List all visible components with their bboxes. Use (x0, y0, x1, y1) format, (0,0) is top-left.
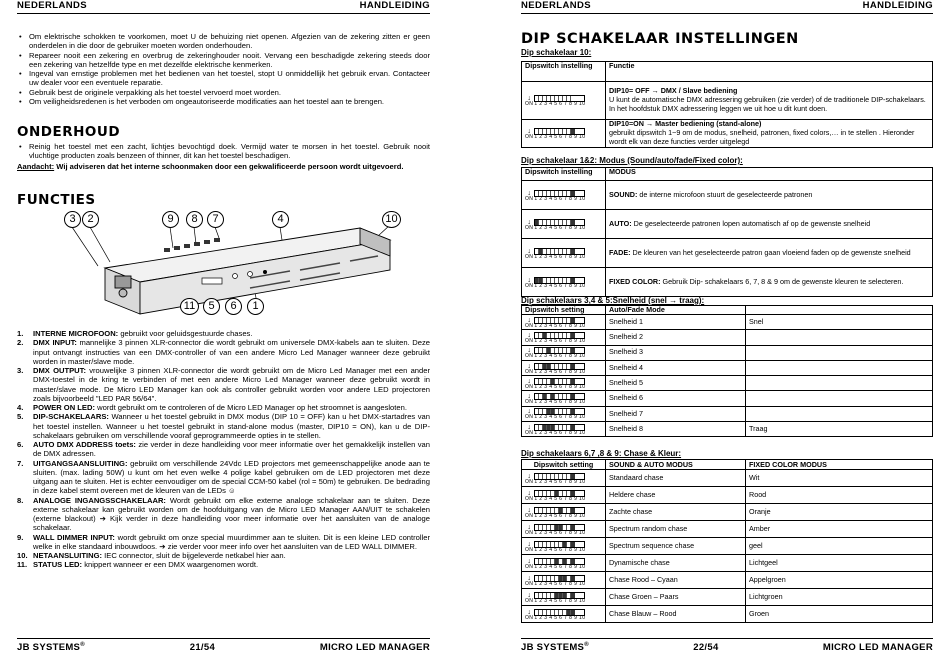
dip-switch-graphic (525, 332, 585, 344)
speed-note: Snel (746, 315, 933, 330)
table-row (522, 120, 933, 148)
table-row (522, 239, 933, 268)
dip-numbers: 1 2 3 4 5 6 7 8 9 10 (534, 282, 586, 289)
speed-table (521, 305, 933, 437)
dip-numbers: 1 2 3 4 5 6 7 8 9 10 (534, 224, 586, 231)
dip-switch-graphic (525, 363, 585, 375)
list-item: • Gebruik best de originele verpakking als het toestel vervoerd moet worden. (17, 88, 430, 97)
speed-cell: Snelheid 3 (606, 345, 746, 360)
speed-cell: Snelheid 8 (606, 422, 746, 437)
color-mode-cell: Appelgroen (746, 572, 933, 589)
arrow-down-icon: ↓ (527, 591, 531, 599)
arrow-down-icon: ↓ (527, 557, 531, 565)
dip-numbers: 1 2 3 4 5 6 7 8 9 10 (534, 337, 586, 344)
page-number: 21/54 (189, 642, 216, 653)
arrow-down-icon: ↓ (527, 393, 531, 401)
list-item: 5. DIP-SCHAKELAARS: Wanneer u het toestel gebruikt in DMX modus (DIP 10 = OFF) kan u het DMX-startadres van het toestel instellen. Wanneer u het toestel gebruikt in stand-alone modus (master, DIP10 = ON), kan u de DIP-schakelaars gebruiken om verschillende vooraf geprogrammeerde opties in te stellen. (17, 412, 430, 440)
footer-product: MICRO LED MANAGER (319, 642, 430, 653)
dip-numbers: 1 2 3 4 5 6 7 8 9 10 (534, 322, 586, 329)
arrow-down-icon: ↓ (527, 276, 531, 284)
speed-note (746, 391, 933, 406)
arrow-down-icon: ↓ (527, 574, 531, 582)
arrow-down-icon: ↓ (527, 540, 531, 548)
list-item: 8. ANALOGE INGANGSSCHAKELAAR: Wordt gebruikt om elke externe analoge schakelaar aan te sluiten. Deze externe schakelaar kan gebruikt worden om de hoofduitgang van de Micro LED Manager AAN/UIT te schakelen (externe blackout) ➔ Kijk verder in deze handleiding voor meer informatie over het aansluiten van de analoge schakelaar. (17, 495, 430, 533)
dip-switch (571, 364, 575, 369)
column-header: Dipswitch setting (522, 460, 606, 470)
mode-cell: SOUND: de interne microfoon stuurt de geselecteerde patronen (606, 181, 933, 210)
column-header: Dipswitch instelling (522, 62, 606, 82)
safety-list (17, 32, 430, 106)
dip-numbers: 1 2 3 4 5 6 7 8 9 10 (534, 546, 586, 553)
list-item: • Om veiligheidsredenen is het verboden om ongeautoriseerde modificaties aan het toestel aan te brengen. (17, 97, 430, 106)
dip-switch-graphic (525, 190, 585, 202)
table-row (522, 572, 933, 589)
dip-on-label: ON (525, 383, 534, 390)
list-item: 11. STATUS LED: knippert wanneer er een DMX waargenomen wordt. (17, 560, 259, 570)
table-row (522, 391, 933, 406)
table-row (522, 181, 933, 210)
dip-switch-cell (522, 572, 606, 589)
table-caption: Dip schakelaars 3,4 & 5:Snelheid (snel → traag): (521, 296, 705, 305)
callout-8: 8 (186, 211, 203, 228)
dip-on-label: ON (525, 546, 534, 553)
header-language: NEDERLANDS (521, 0, 591, 11)
dip-switch (571, 191, 575, 196)
arrow-down-icon: ↓ (527, 608, 531, 616)
dip-switch (571, 525, 575, 530)
dip-on-label: ON (525, 478, 534, 485)
footer-brand: JB SYSTEMS® (521, 642, 589, 654)
arrow-down-icon: ↓ (527, 408, 531, 416)
dip-numbers: 1 2 3 4 5 6 7 8 9 10 (534, 614, 586, 621)
sound-mode-cell: Heldere chase (606, 487, 746, 504)
dip-switch-graphic (525, 347, 585, 359)
dip-switch (571, 508, 575, 513)
list-item: 6. AUTO DMX ADDRESS toets: zie verder in deze handleiding voor meer informatie over het gemakkelijk instellen van de DMX adressen. (17, 440, 430, 459)
dip-numbers: 1 2 3 4 5 6 7 8 9 10 (534, 512, 586, 519)
function-cell: DIP10=ON → Master bediening (stand-alone) gebruikt dipswitch 1~9 om de modus, snelheid, patronen, fixed colors,… in te stellen . Hieronder wordt elk van deze functies verder uitgelegd (606, 120, 933, 148)
dip-switch-graphic (525, 541, 585, 553)
table-row (522, 589, 933, 606)
column-header: Auto/Fade Mode (606, 306, 746, 315)
dip-numbers: 1 2 3 4 5 6 7 8 9 10 (534, 253, 586, 260)
arrow-down-icon: ↓ (527, 489, 531, 497)
list-item: 9. WALL DIMMER INPUT: wordt gebruikt om onze special muurdimmer aan te sluiten. Dit is een kleine LED controller welke in elke standaard inbouwdoos. ➔ zie verder voor meer info over het aansluiten van de LED WALL DIMMER. (17, 532, 430, 551)
mode-table (521, 167, 933, 297)
column-header: FIXED COLOR MODUS (746, 460, 933, 470)
list-item: • Om elektrische schokken te voorkomen, moet U de behuizing niet openen. Afgezien van de zekering zitten er geen onderdelen in die door de gebruiker moeten worden onderhouden. (17, 32, 430, 51)
dip-numbers: 1 2 3 4 5 6 7 8 9 10 (534, 495, 586, 502)
dip-on-label: ON (525, 580, 534, 587)
left-page (17, 0, 430, 654)
arrow-down-icon: ↓ (527, 506, 531, 514)
dip10-table (521, 61, 933, 148)
dip-switch-cell (522, 268, 606, 297)
sound-mode-cell: Chase Blauw – Rood (606, 606, 746, 623)
arrow-down-icon: ↓ (527, 95, 531, 102)
note-label: Aandacht: (17, 162, 55, 171)
dip-numbers: 1 2 3 4 5 6 7 8 9 10 (534, 563, 586, 570)
dip-switch-cell (522, 330, 606, 345)
dip-on-label: ON (525, 134, 534, 140)
dip-on-label: ON (525, 399, 534, 406)
speed-cell: Snelheid 7 (606, 406, 746, 421)
dip-on-label: ON (525, 195, 534, 202)
dip-switch-graphic (525, 248, 585, 260)
table-caption: Dip schakelaar 1&2: Modus (Sound/auto/fade/Fixed color): (521, 156, 743, 165)
dip-numbers: 1 2 3 4 5 6 7 8 9 10 (534, 368, 586, 375)
sound-mode-cell: Chase Groen – Paars (606, 589, 746, 606)
color-mode-cell: Rood (746, 487, 933, 504)
dip-switch (571, 610, 575, 615)
table-row (522, 268, 933, 297)
dip-switch-cell (522, 538, 606, 555)
dip-switch-cell (522, 487, 606, 504)
maintenance-note (17, 162, 430, 171)
dip-switch-graphic (525, 219, 585, 231)
speed-note: Traag (746, 422, 933, 437)
dip-on-label: ON (525, 512, 534, 519)
mode-cell: FADE: De kleuren van het geselecteerde patron gaan vloeiend faden op de gewenste snelheid (606, 239, 933, 268)
dip-numbers: 1 2 3 4 5 6 7 8 9 10 (534, 134, 586, 140)
speed-note (746, 360, 933, 375)
column-header: Functie (606, 62, 933, 82)
sound-mode-cell: Zachte chase (606, 504, 746, 521)
table-row (522, 210, 933, 239)
dip-numbers: 1 2 3 4 5 6 7 8 9 10 (534, 580, 586, 587)
speed-note (746, 406, 933, 421)
list-item: • Reinig het toestel met een zacht, lichtjes bevochtigd doek. Vermijd water te morsen in het toestel. Gebruik nooit vluchtige producten zoals benzeen of thinner, dit kan het toestel beschadigen. (17, 142, 430, 161)
table-row (522, 487, 933, 504)
table-caption: Dip schakelaar 10: (521, 48, 592, 57)
page-header (17, 0, 430, 14)
table-row (522, 315, 933, 330)
dip-switch-graphic (525, 95, 585, 107)
header-section: HANDLEIDING (359, 0, 430, 11)
sound-mode-cell: Spectrum random chase (606, 521, 746, 538)
arrow-down-icon: ↓ (527, 377, 531, 385)
device-diagram (60, 208, 410, 324)
dip-switch (571, 491, 575, 496)
list-item: 1. INTERNE MICROFOON: gebruikt voor geluidsgestuurde chases. (17, 329, 253, 338)
dip-switch-graphic (525, 408, 585, 420)
list-item: 2. DMX INPUT: mannelijke 3 pinnen XLR-connector die wordt gebruikt om universele DMX-kabels aan te sluiten. Deze input ontvangt instructies van een DMX-controller of van een andere Micro Led Manager wanneer deze gebruikt worden in master/slave mode. (17, 338, 430, 366)
callout-1: 1 (247, 298, 264, 315)
dip-switch-cell (522, 470, 606, 487)
dip-on-label: ON (525, 414, 534, 421)
section-title-functies: FUNCTIES (17, 192, 96, 208)
table-row (522, 504, 933, 521)
callout-9: 9 (162, 211, 179, 228)
mode-cell: AUTO: De geselecteerde patronen lopen automatisch af op de gewenste snelheid (606, 210, 933, 239)
maintenance-list (17, 142, 430, 161)
header-section: HANDLEIDING (862, 0, 933, 11)
dip-numbers: 1 2 3 4 5 6 7 8 9 10 (534, 478, 586, 485)
arrow-down-icon: ↓ (527, 316, 531, 324)
speed-note (746, 376, 933, 391)
dip-switch-graphic (525, 558, 585, 570)
header-language: NEDERLANDS (17, 0, 87, 11)
dip-switch (571, 559, 575, 564)
functions-list (17, 329, 430, 570)
list-item: • Ingeval van ernstige problemen met het bedienen van het toestel, stopt U onmiddellijk het gebruik ervan. Contacteer uw dealer voor een eventuele reparatie. (17, 69, 430, 88)
color-mode-cell: Wit (746, 470, 933, 487)
dip-switch-cell (522, 406, 606, 421)
section-title-onderhoud: ONDERHOUD (17, 124, 121, 140)
dip-switch-graphic (525, 490, 585, 502)
dip-numbers: 1 2 3 4 5 6 7 8 9 10 (534, 383, 586, 390)
dip-switch-graphic (525, 575, 585, 587)
dip-switch-cell (522, 606, 606, 623)
footer-brand: JB SYSTEMS® (17, 642, 85, 654)
callout-2: 2 (82, 211, 99, 228)
table-row (522, 376, 933, 391)
callout-6: 6 (225, 298, 242, 315)
callout-4: 4 (272, 211, 289, 228)
dip-switch-cell (522, 239, 606, 268)
dip-numbers: 1 2 3 4 5 6 7 8 9 10 (534, 597, 586, 604)
color-mode-cell: Oranje (746, 504, 933, 521)
table-row (522, 345, 933, 360)
dip-switch-cell (522, 589, 606, 606)
dip-switch-graphic (525, 128, 585, 140)
list-item: • Repareer nooit een zekering en overbrug de zekeringhouder nooit. Vervang een beschadigde zekering steeds door een zekering van hetzelfde type en met dezelfde elektrische kenmerken. (17, 51, 430, 70)
arrow-down-icon: ↓ (527, 523, 531, 531)
dip-on-label: ON (525, 353, 534, 360)
dip-switch-graphic (525, 393, 585, 405)
dip-switch-graphic (525, 277, 585, 289)
dip-numbers: 1 2 3 4 5 6 7 8 9 10 (534, 414, 586, 421)
callout-5: 5 (203, 298, 220, 315)
dip-on-label: ON (525, 101, 534, 107)
dip-numbers: 1 2 3 4 5 6 7 8 9 10 (534, 429, 586, 436)
speed-cell: Snelheid 4 (606, 360, 746, 375)
right-page (521, 0, 933, 654)
column-header: Dipswitch instelling (522, 168, 606, 181)
list-item: 10. NETAANSLUITING: IEC connector, sluit de bijgeleverde netkabel hier aan. (17, 551, 286, 560)
dip-switch-cell (522, 82, 606, 120)
dip-switch-cell (522, 360, 606, 375)
speed-cell: Snelheid 1 (606, 315, 746, 330)
table-row (522, 606, 933, 623)
dip-switch-cell (522, 345, 606, 360)
dip-switch (571, 576, 575, 581)
chase-table (521, 459, 933, 623)
dip-switch (571, 220, 575, 225)
dip-switch (571, 425, 575, 430)
dip-on-label: ON (525, 614, 534, 621)
table-row (522, 555, 933, 572)
dip-switch (571, 474, 575, 479)
column-header: Dipswitch setting (522, 306, 606, 315)
dip-switch (571, 318, 575, 323)
dip-on-label: ON (525, 224, 534, 231)
dip-switch (571, 278, 575, 283)
dip-on-label: ON (525, 429, 534, 436)
dip-switch-graphic (525, 592, 585, 604)
dip-switch-cell (522, 181, 606, 210)
callout-7: 7 (207, 211, 224, 228)
page-footer (17, 638, 430, 654)
dip-switch-graphic (525, 524, 585, 536)
dip-switch-cell (522, 391, 606, 406)
sound-mode-cell: Spectrum sequence chase (606, 538, 746, 555)
list-item: 4. POWER ON LED: wordt gebruikt om te controleren of de Micro LED Manager op het stroomnet is aangesloten. (17, 403, 407, 412)
dip-switch-graphic (525, 507, 585, 519)
table-row (522, 422, 933, 437)
dip-on-label: ON (525, 282, 534, 289)
dip-numbers: 1 2 3 4 5 6 7 8 9 10 (534, 195, 586, 202)
dip-numbers: 1 2 3 4 5 6 7 8 9 10 (534, 353, 586, 360)
color-mode-cell: Amber (746, 521, 933, 538)
dip-switch-cell (522, 376, 606, 391)
arrow-down-icon: ↓ (527, 423, 531, 431)
dip-switch-cell (522, 521, 606, 538)
dip-switch-graphic (525, 473, 585, 485)
dip-switch-graphic (525, 424, 585, 436)
color-mode-cell: Lichtgroen (746, 589, 933, 606)
dip-on-label: ON (525, 253, 534, 260)
dip-switch-cell (522, 422, 606, 437)
speed-cell: Snelheid 2 (606, 330, 746, 345)
dip-numbers: 1 2 3 4 5 6 7 8 9 10 (534, 399, 586, 406)
sound-mode-cell: Dynamische chase (606, 555, 746, 572)
dip-on-label: ON (525, 368, 534, 375)
mode-cell: FIXED COLOR: Gebruik Dip- schakelaars 6, 7, 8 & 9 om de gewenste kleuren te selecteren. (606, 268, 933, 297)
arrow-down-icon: ↓ (527, 189, 531, 197)
dip-switch-graphic (525, 609, 585, 621)
arrow-down-icon: ↓ (527, 472, 531, 480)
list-item: 7. UITGANGSAANSLUITING: gebruikt om verschillende 24Vdc LED projectors met gemeenschappelijke anode aan te sluiten. (max. lading 50W) u kunt om het even welke 4 polige kabel gebruiken om de LED projectoren met deze uitgang aan te sluiten. Het is echter eenvoudiger om de special CCM-50 kabel (rol = 50m) te gebruiken. De bedrading in deze kabel stemt overeen met de kleuren van de LEDs ☺ (17, 458, 430, 496)
speed-cell: Snelheid 5 (606, 376, 746, 391)
page-header (521, 0, 933, 14)
table-caption: Dip schakelaars 6,7 ,8 & 9: Chase & Kleur: (521, 449, 682, 458)
page-footer (521, 638, 933, 654)
column-header: MODUS (606, 168, 933, 181)
dip-switch-cell (522, 210, 606, 239)
dip-on-label: ON (525, 529, 534, 536)
note-text: Wij adviseren dat het interne schoonmaken door een gekwalificeerde persoon wordt uitgevoerd. (54, 162, 404, 171)
arrow-down-icon: ↓ (527, 218, 531, 226)
speed-note (746, 330, 933, 345)
callout-10: 10 (382, 211, 401, 228)
arrow-down-icon: ↓ (527, 331, 531, 339)
color-mode-cell: Lichtgeel (746, 555, 933, 572)
arrow-down-icon: ↓ (527, 347, 531, 355)
dip-switch-cell (522, 555, 606, 572)
column-header: SOUND & AUTO MODUS (606, 460, 746, 470)
dip-switch-cell (522, 504, 606, 521)
callout-11: 11 (180, 298, 199, 315)
arrow-down-icon: ↓ (527, 128, 531, 135)
table-row (522, 406, 933, 421)
dip-switch-graphic (525, 317, 585, 329)
sound-mode-cell: Chase Rood – Cyaan (606, 572, 746, 589)
dip-on-label: ON (525, 563, 534, 570)
dip-switch (571, 593, 575, 598)
dip-switch (571, 249, 575, 254)
dip-switch-cell (522, 120, 606, 148)
function-cell: DIP10= OFF → DMX / Slave bediening U kunt de automatische DMX adressering gebruiken (zie verder) of de traditionele DIP-schakelaars. In het hoofdstuk DMX adressering leggen we uit hoe u dit kunt doen. (606, 82, 933, 120)
sound-mode-cell: Standaard chase (606, 470, 746, 487)
table-row (522, 82, 933, 120)
dip-numbers: 1 2 3 4 5 6 7 8 9 10 (534, 101, 586, 107)
table-row (522, 538, 933, 555)
list-item: 3. DMX OUTPUT: vrouwelijke 3 pinnen XLR-connector die wordt gebruikt om de Micro Led Manager met een ander DMX-toestel in de kring te verbinden of met een andere Micro Led Manager wanneer deze gebruikt wordt in master/slave mode. De Micro LED Manager kan ook als controller gebruikt worden voor andere LED projectoren zoals bijvoorbeeld "LED PAR 56/64". (17, 366, 430, 403)
callout-3: 3 (64, 211, 81, 228)
arrow-down-icon: ↓ (527, 362, 531, 370)
arrow-down-icon: ↓ (527, 247, 531, 255)
page-title: DIP SCHAKELAAR INSTELLINGEN (521, 31, 799, 47)
dip-numbers: 1 2 3 4 5 6 7 8 9 10 (534, 529, 586, 536)
color-mode-cell: Groen (746, 606, 933, 623)
speed-note (746, 345, 933, 360)
dip-on-label: ON (525, 337, 534, 344)
dip-on-label: ON (525, 597, 534, 604)
footer-product: MICRO LED MANAGER (822, 642, 933, 653)
dip-on-label: ON (525, 495, 534, 502)
dip-switch-graphic (525, 378, 585, 390)
dip-switch (571, 542, 575, 547)
dip-switch-cell (522, 315, 606, 330)
dip-on-label: ON (525, 322, 534, 329)
column-header (746, 306, 933, 315)
table-row (522, 360, 933, 375)
table-row (522, 330, 933, 345)
color-mode-cell: geel (746, 538, 933, 555)
table-row (522, 521, 933, 538)
page-number: 22/54 (693, 642, 719, 653)
table-row (522, 470, 933, 487)
speed-cell: Snelheid 6 (606, 391, 746, 406)
